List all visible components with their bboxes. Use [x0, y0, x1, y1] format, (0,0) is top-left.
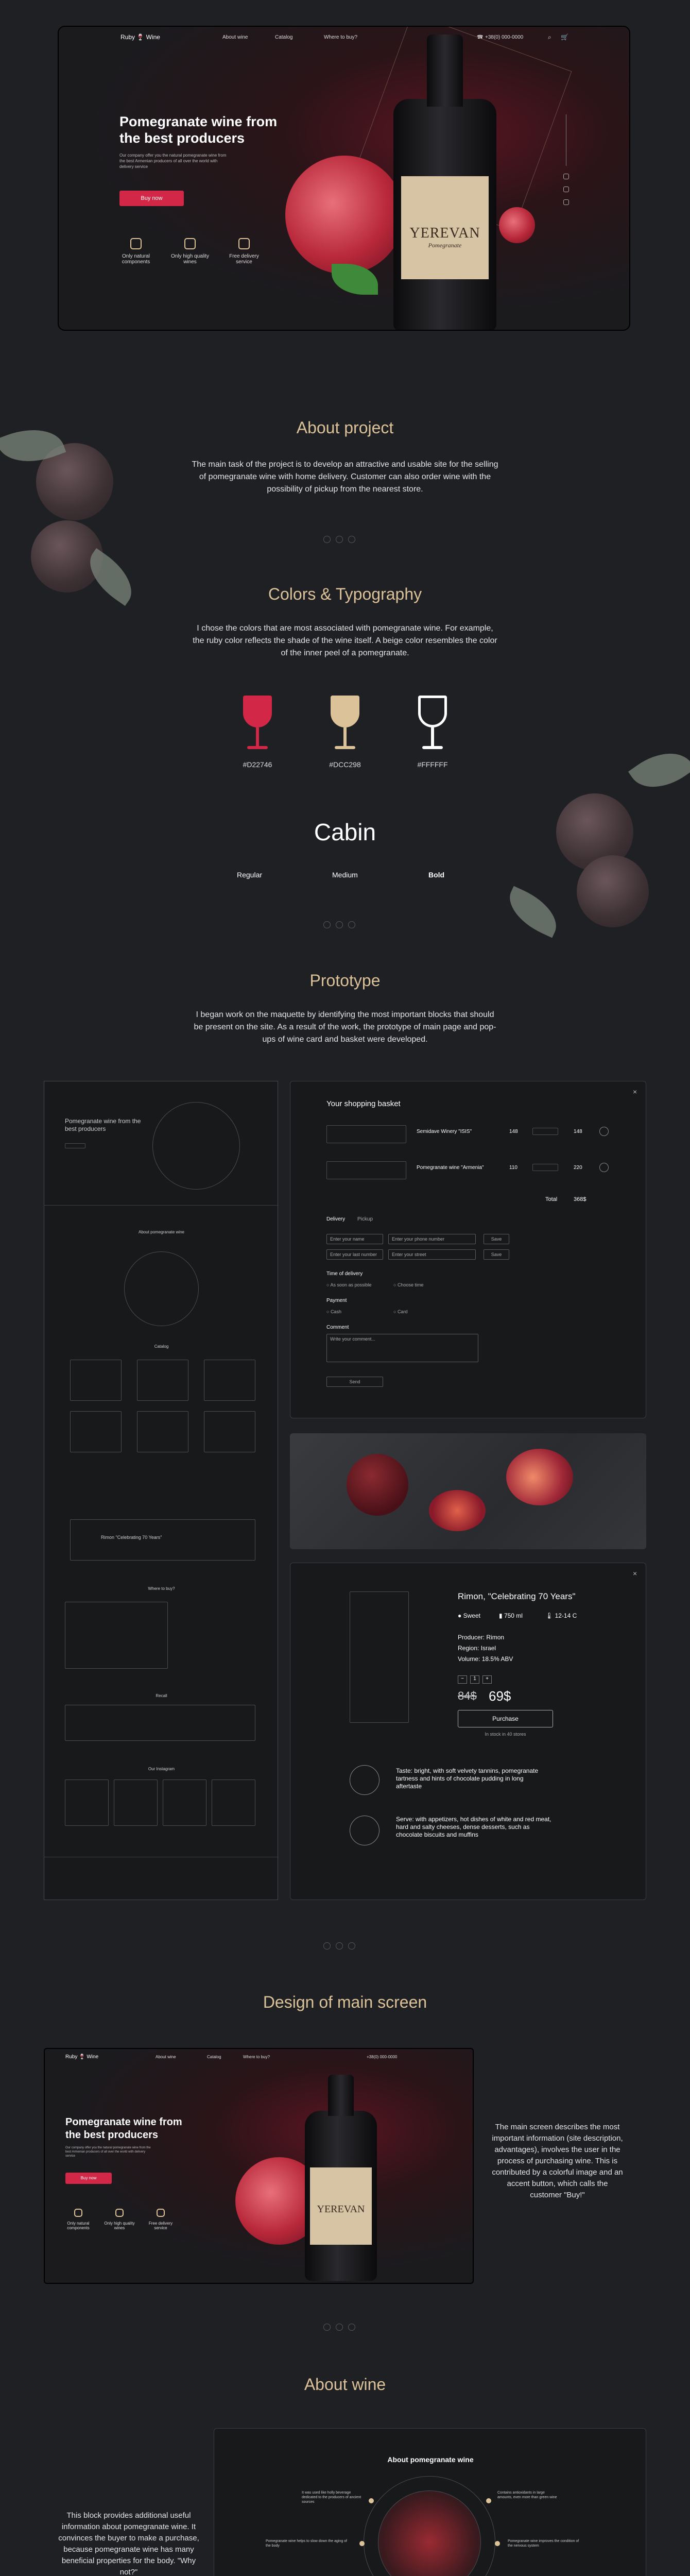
hero-title: Pomegranate wine from the best producers [119, 114, 278, 146]
prototype-title: Prototype [309, 971, 381, 990]
nav-about-wine[interactable]: About wine [156, 2054, 176, 2059]
swatch-white: #FFFFFF [404, 696, 461, 769]
wire-about-circle [124, 1251, 199, 1326]
save-button[interactable]: Save [484, 1234, 509, 1244]
wine-bottle-image: YEREVAN [305, 2111, 377, 2281]
tag-volume: ▮ 750 ml [499, 1612, 523, 1619]
phone-number[interactable]: +38(0) 000-0000 [485, 34, 524, 40]
wireframe-main-page [44, 1081, 278, 1900]
fact-1: It was used like holly beverage dedicated to the producers of ancient sources [302, 2491, 361, 2504]
producer: Producer: Rimon [458, 1634, 505, 1641]
radio-asap[interactable]: ○ As soon as possible [326, 1282, 372, 1287]
basket-item-image [326, 1161, 406, 1179]
feature-quality: Only high quality wines [101, 2209, 137, 2230]
close-icon[interactable]: × [633, 1088, 637, 1096]
swatch-beige: #DCC298 [317, 696, 373, 769]
basket-popup [290, 1081, 646, 1418]
serve-text: Serve: with appetizers, hot dishes of white and red meat, hard and salty cheeses, dense desserts, such as chocolate biscuits and muffins [396, 1816, 551, 1838]
pomegranate-seeds-image [499, 207, 535, 243]
wine-glass-icon [330, 696, 360, 752]
section-divider [323, 921, 355, 928]
prototype-text: I began work on the maquette by identifying the most important blocks that should be present on the site. As a result of the work, the prototype of main page and pop-ups of wine card and basket were developed. [194, 1010, 496, 1044]
fact-dot [486, 2498, 491, 2503]
about-wine-title: About wine [304, 2375, 386, 2394]
feature-natural: Only natural components [115, 238, 157, 265]
basket-item-price: 148 [509, 1129, 518, 1134]
about-wine-block [214, 2428, 646, 2576]
radio-cash[interactable]: ○ Cash [326, 1309, 341, 1314]
volume: Volume: 18.5% ABV [458, 1655, 513, 1663]
radio-card[interactable]: ○ Card [393, 1309, 408, 1314]
basket-item-name: Pomegranate wine "Armenia" [417, 1165, 484, 1171]
basket-item-name: Semidave Winery "ISIS" [417, 1129, 472, 1134]
feature-natural: Only natural components [60, 2209, 96, 2230]
nav-catalog[interactable]: Catalog [207, 2054, 221, 2059]
total-value: 368$ [574, 1196, 586, 1202]
section-divider [323, 536, 355, 543]
purchase-button[interactable]: Purchase [458, 1710, 553, 1727]
wine-card-popup [290, 1563, 646, 1900]
basket-title: Your shopping basket [326, 1099, 401, 1108]
bottle-sub: Pomegranate [428, 242, 462, 249]
wine-image-placeholder [350, 1591, 409, 1723]
remove-icon[interactable] [599, 1127, 609, 1136]
phone-number[interactable]: +38(0) 000-0000 [367, 2054, 398, 2059]
payment-label: Payment [326, 1298, 347, 1303]
fact-dot [369, 2498, 374, 2503]
fact-2: Contains antioxidants in large amounts, even more than green wine [497, 2491, 557, 2499]
wire-featured-title: Rimon "Celebrating 70 Years" [101, 1535, 162, 1540]
main-screen-text: The main screen describes the most important information (site description, advantages), involves the user in the process of purchasing wine. This is contributed by a colorful image and an accent button, which calls the customer "Buy!" [492, 2123, 623, 2199]
bottle-brand: YEREVAN [409, 225, 480, 241]
tag-temperature: 🌡 12-14 C [545, 1612, 577, 1619]
fact-dot [495, 2541, 500, 2546]
basket-item-image [326, 1125, 406, 1143]
tag-sweet: ● Sweet [458, 1612, 480, 1619]
font-weight-medium: Medium [332, 871, 358, 879]
wine-bottle-image [393, 99, 496, 331]
logo[interactable]: Ruby 🍷 Wine [65, 2054, 99, 2060]
wine-glass-icon [242, 696, 273, 752]
old-price: 84$ [458, 1689, 477, 1702]
taste-icon [350, 1765, 380, 1795]
font-name: Cabin [314, 819, 376, 845]
pomegranate-photo [290, 1433, 646, 1549]
font-weight-regular: Regular [237, 871, 263, 879]
serve-icon [350, 1816, 380, 1845]
decor-leaf-right-2 [501, 886, 565, 938]
cart-icon[interactable]: 🛒 [561, 33, 568, 41]
close-icon[interactable]: × [633, 1569, 637, 1578]
font-weight-bold: Bold [428, 871, 445, 879]
phone-icon: ☎ [477, 34, 484, 40]
feature-delivery: Free delivery service [143, 2209, 179, 2230]
buy-now-button[interactable]: Buy now [119, 191, 184, 206]
pomegranate-image [285, 156, 404, 274]
search-icon[interactable]: ⌕ [548, 33, 551, 41]
wire-section-catalog: Catalog [154, 1344, 169, 1349]
hero-title: Pomegranate wine from the best producers [65, 2116, 182, 2141]
stock-status: In stock in 40 stores [485, 1732, 526, 1737]
time-label: Time of delivery [326, 1271, 363, 1277]
radio-choose-time[interactable]: ○ Choose time [393, 1282, 424, 1287]
qty-stepper[interactable] [532, 1128, 558, 1135]
hero-mockup [58, 26, 630, 331]
buy-now-button[interactable]: Buy now [65, 2173, 112, 2184]
truck-icon [238, 238, 250, 249]
save-button[interactable]: Save [484, 1249, 509, 1260]
taste-text: Taste: bright, with soft velvety tannins, pomegranate tartness and hints of chocolate pudding in long aftertaste [396, 1767, 539, 1790]
wire-hero-circle [152, 1102, 240, 1190]
nav-bar [59, 27, 629, 47]
leaf-icon [130, 238, 142, 249]
price: 69$ [489, 1688, 511, 1704]
remove-icon[interactable] [599, 1163, 609, 1172]
wine-glass-icon [417, 696, 448, 752]
decor-leaf-right [628, 739, 690, 801]
fact-3: Pomegranate wine helps to slow down the aging of the body [266, 2539, 347, 2548]
total-label: Total [545, 1196, 558, 1202]
main-screen-mockup [44, 2048, 474, 2284]
comment-field[interactable]: Write your comment... [326, 1334, 478, 1362]
colors-title: Colors & Typography [268, 585, 422, 603]
qty-stepper[interactable] [532, 1164, 558, 1171]
name-field[interactable]: Enter your name [326, 1234, 383, 1244]
wire-hero-title: Pomegranate wine from the best producers [65, 1117, 141, 1132]
tab-delivery[interactable]: Delivery [326, 1216, 346, 1222]
logo[interactable]: Ruby 🍷 Wine [120, 33, 160, 41]
section-divider [323, 2324, 355, 2331]
lastname-field[interactable]: Enter your last number [326, 1249, 383, 1260]
basket-item-price: 110 [509, 1165, 518, 1171]
wire-hero-button [65, 1143, 85, 1148]
street-field[interactable]: Enter your street [388, 1249, 476, 1260]
facebook-icon[interactable] [563, 187, 569, 192]
feature-quality: Only high quality wines [169, 238, 211, 265]
region: Region: Israel [458, 1645, 496, 1652]
about-wine-text: This block provides additional useful information about pomegranate wine. It convinces the buyer to make a purchase, because pomegranate wine has many beneficial properties for the body. "Why not?" [58, 2511, 199, 2576]
nav-about-wine[interactable]: About wine [222, 34, 248, 40]
swatch-ruby: #D22746 [229, 696, 286, 769]
nav-where-to-buy[interactable]: Where to buy? [324, 34, 358, 40]
feature-delivery: Free delivery service [223, 238, 265, 265]
about-wine-orbit [364, 2476, 495, 2576]
fact-dot [359, 2541, 365, 2546]
about-project-text: The main task of the project is to develop an attractive and usable site for the selling of pomegranate wine with home delivery. Customer can also order wine with the possibility of pickup from the nearest store. [192, 460, 498, 494]
qty-stepper[interactable]: − 1 + [458, 1675, 492, 1684]
fact-4: Pomegranate wine improves the condition of the nervous system [508, 2539, 579, 2548]
colors-text: I chose the colors that are most associated with pomegranate wine. For example, the ruby color reflects the shade of the wine itself. A beige color resembles the color of the inner peel of a pomegranate. [193, 624, 497, 657]
hero-subtitle: Our company offer you the natural pomegranate wine from the best Armenian producers of all over the world with delivery service [65, 2146, 151, 2158]
wire-section-about: About pomegranate wine [139, 1230, 184, 1234]
about-project-title: About project [296, 418, 394, 437]
medal-icon [184, 238, 196, 249]
instagram-icon[interactable] [563, 174, 569, 179]
tab-pickup[interactable]: Pickup [357, 1216, 373, 1222]
basket-item-total: 148 [574, 1129, 582, 1134]
social-bar [563, 114, 570, 223]
basket-item-total: 220 [574, 1165, 582, 1171]
about-wine-block-title: About pomegranate wine [387, 2455, 474, 2464]
wine-card-title: Rimon, "Celebrating 70 Years" [458, 1591, 576, 1601]
nav-catalog[interactable]: Catalog [275, 34, 293, 40]
main-screen-title: Design of main screen [263, 1993, 427, 2011]
wire-section-where: Where to buy? [148, 1586, 175, 1591]
send-button[interactable]: Send [326, 1377, 383, 1387]
leaf-image [332, 264, 378, 295]
nav-where-to-buy[interactable]: Where to buy? [243, 2054, 270, 2059]
phone-field[interactable]: Enter your phone number [388, 1234, 476, 1244]
hero-subtitle: Our company offer you the natural pomegranate wine from the best Armenian producers of all over the world with delivery service [119, 153, 227, 169]
section-divider [323, 1942, 355, 1950]
decor-pomegranate-right-2 [577, 855, 649, 927]
telegram-icon[interactable] [563, 199, 569, 205]
wire-section-recall: Recall [156, 1693, 167, 1698]
comment-label: Comment [326, 1325, 349, 1330]
wire-section-instagram: Our Instagram [148, 1767, 175, 1771]
